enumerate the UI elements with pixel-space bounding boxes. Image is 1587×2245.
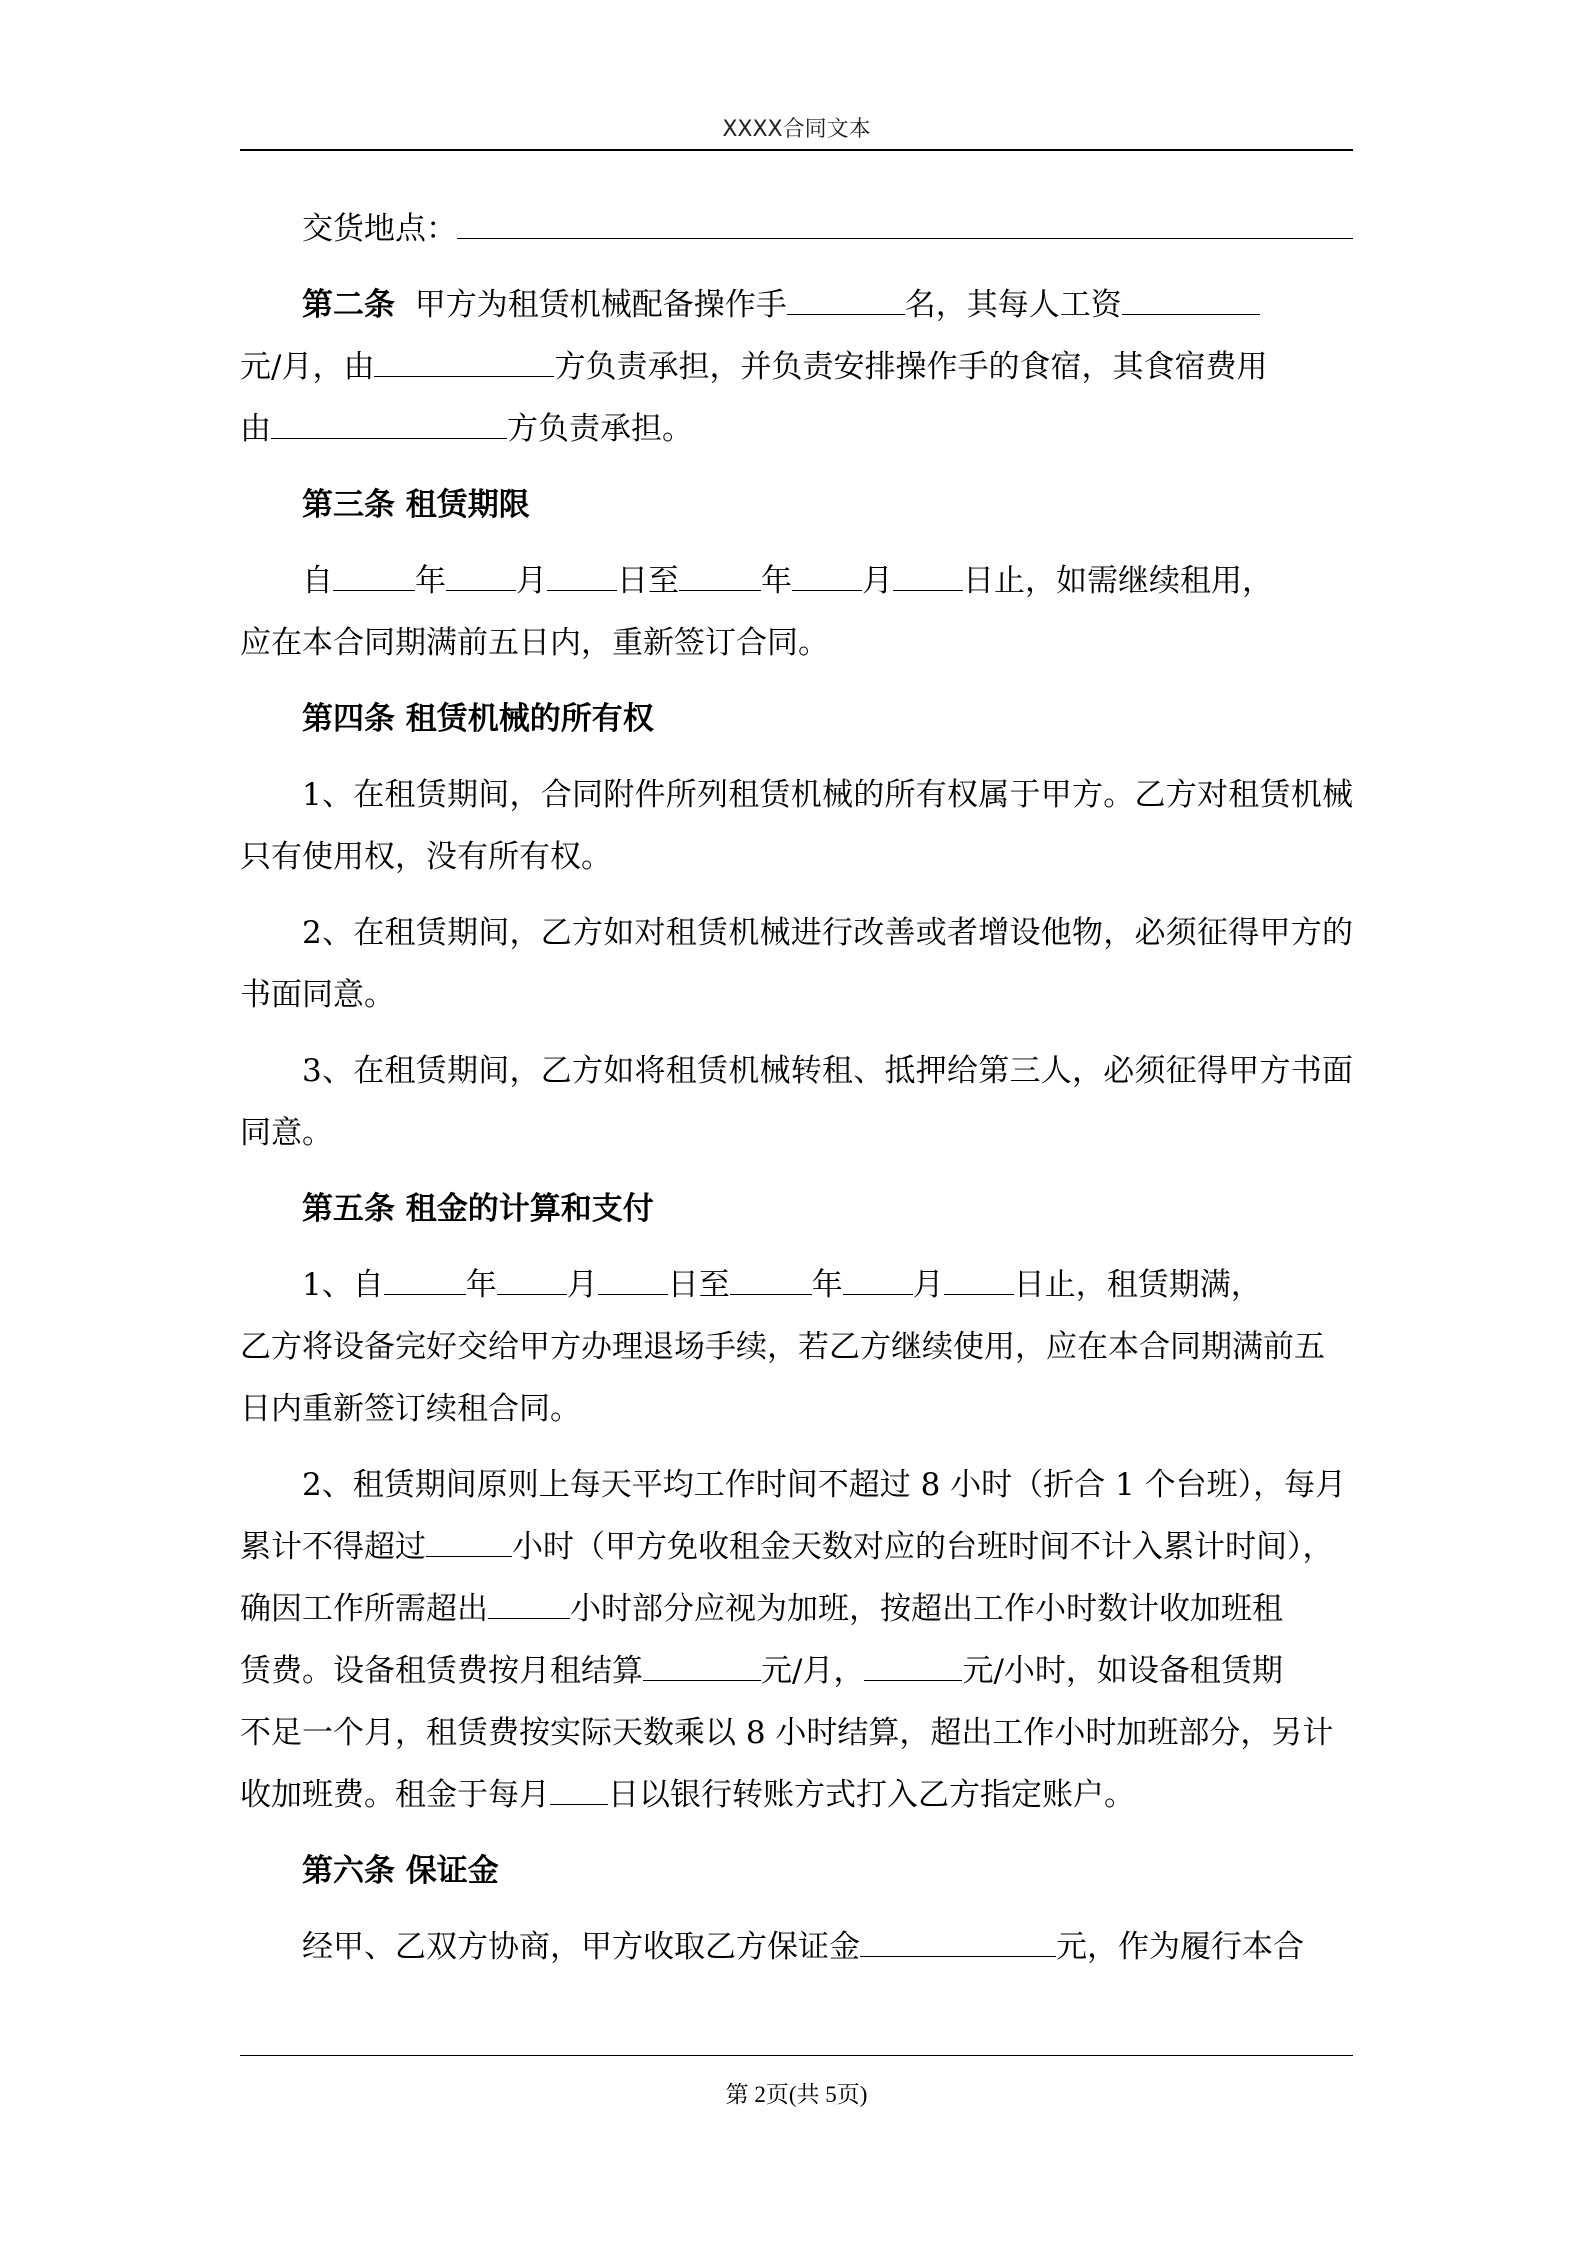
lease-term-line (240, 550, 1353, 674)
lease-term-text: 自 (302, 563, 333, 599)
delivery-location-line (240, 198, 1353, 260)
operator-count-blank (787, 286, 905, 315)
article-2-text: 方负责承担。 (507, 411, 693, 447)
wage-payer-blank (374, 348, 554, 377)
operator-wage-blank (1122, 286, 1260, 315)
article-5-clause-1 (240, 1254, 1353, 1440)
article-5-text: 收加班费。租金于每月 (240, 1777, 550, 1813)
article-5-heading: 第五条 租金的计算和支付 (302, 1191, 654, 1227)
board-payer-blank (271, 410, 507, 439)
lease-term-text: 月 (862, 563, 893, 599)
payment-day-blank (550, 1776, 608, 1805)
article-4-heading: 第四条 租赁机械的所有权 (302, 701, 654, 737)
monthly-hours-cap-blank (426, 1528, 512, 1557)
lease-term-text: 年 (761, 563, 792, 599)
article-4-clause-3: 3、在租赁期间，乙方如将租赁机械转租、抵押给第三人，必须征得甲方书面同意。 (240, 1053, 1353, 1151)
article-2-text: 甲方为租赁机械配备操作手 (414, 287, 787, 323)
start-day-blank (547, 562, 617, 591)
article-5-text: 元/月， (761, 1653, 865, 1689)
lease-term-text: 年 (415, 563, 446, 599)
article-5-clause-2 (240, 1454, 1353, 1826)
article-2-text: 元/月，由 (240, 349, 375, 385)
page-header-title: XXXX合同文本 (722, 117, 871, 142)
article-3-heading: 第三条 租赁期限 (302, 487, 530, 523)
article-5-text: 赁费。设备租赁费按月租结算 (240, 1653, 643, 1689)
article-5-text: 年 (811, 1267, 843, 1303)
document-body (240, 198, 1353, 1992)
article-2-text: 名，其每人工资 (904, 287, 1122, 323)
end-month-blank (792, 562, 862, 591)
article-6-clause (240, 1916, 1353, 1978)
article-5-text: 年 (465, 1267, 497, 1303)
start-month-blank (446, 562, 516, 591)
article-5-text: 日止，租赁期满， (1013, 1267, 1262, 1303)
article-4-clause-1: 1、在租赁期间，合同附件所列租赁机械的所有权属于甲方。乙方对租赁机械只有使用权，没有所有权。 (240, 777, 1353, 875)
footer-divider (240, 2055, 1353, 2056)
article-2 (240, 274, 1353, 460)
delivery-label: 交货地点： (302, 211, 457, 247)
article-5-text: 元/小时，如设备租赁期 (962, 1653, 1283, 1689)
rent-start-year-blank (384, 1266, 466, 1295)
article-2-heading: 第二条 (302, 287, 395, 323)
article-5-text: 小时（甲方免收租金天数对应的台班时间不计入累计时间）， (512, 1529, 1334, 1565)
rent-end-month-blank (843, 1266, 913, 1295)
lease-term-text: 月 (516, 563, 547, 599)
article-5-text: 确因工作所需超出 (240, 1591, 488, 1627)
article-5-text: 2、租赁期间原则上每天平均工作时间不超过 8 小时（折合 1 个台班），每月 (302, 1467, 1347, 1503)
rent-start-month-blank (497, 1266, 567, 1295)
start-year-blank (333, 562, 415, 591)
article-4-clause-2: 2、在租赁期间，乙方如对租赁机械进行改善或者增设他物，必须征得甲方的书面同意。 (240, 915, 1353, 1013)
delivery-location-blank (457, 210, 1353, 239)
deposit-amount-blank (860, 1928, 1056, 1957)
hourly-rate-blank (864, 1652, 962, 1681)
monthly-rent-blank (643, 1652, 761, 1681)
overtime-hours-blank (488, 1590, 570, 1619)
article-5-text: 日内重新签订续租合同。 (240, 1391, 581, 1427)
article-5-text: 1、自 (302, 1267, 384, 1303)
rent-end-year-blank (730, 1266, 812, 1295)
article-2-text: 由 (240, 411, 271, 447)
rent-start-day-blank (598, 1266, 668, 1295)
article-5-text: 月 (566, 1267, 598, 1303)
article-5-text: 乙方将设备完好交给甲方办理退场手续，若乙方继续使用，应在本合同期满前五 (240, 1329, 1325, 1365)
lease-term-text: 应在本合同期满前五日内，重新签订合同。 (240, 625, 829, 661)
rent-end-day-blank (944, 1266, 1014, 1295)
article-5-text: 日至 (667, 1267, 730, 1303)
article-6-text: 经甲、乙双方协商，甲方收取乙方保证金 (302, 1929, 860, 1965)
article-5-text: 日以银行转账方式打入乙方指定账户。 (608, 1777, 1135, 1813)
header-divider (240, 149, 1353, 151)
end-year-blank (679, 562, 761, 591)
article-2-text: 方负责承担，并负责安排操作手的食宿，其食宿费用 (554, 349, 1268, 385)
lease-term-text: 日止，如需继续租用， (963, 563, 1273, 599)
article-5-text: 月 (912, 1267, 944, 1303)
article-5-text: 小时部分应视为加班，按超出工作小时数计收加班租 (570, 1591, 1283, 1627)
article-6-text: 元，作为履行本合 (1056, 1929, 1304, 1965)
article-5-text: 不足一个月，租赁费按实际天数乘以 8 小时结算，超出工作小时加班部分，另计 (240, 1715, 1334, 1751)
article-5-text: 累计不得超过 (240, 1529, 426, 1565)
page-number: 第 2页(共 5页) (725, 2082, 868, 2107)
end-day-blank (893, 562, 963, 591)
article-6-heading: 第六条 保证金 (302, 1853, 499, 1889)
lease-term-text: 日至 (617, 563, 679, 599)
